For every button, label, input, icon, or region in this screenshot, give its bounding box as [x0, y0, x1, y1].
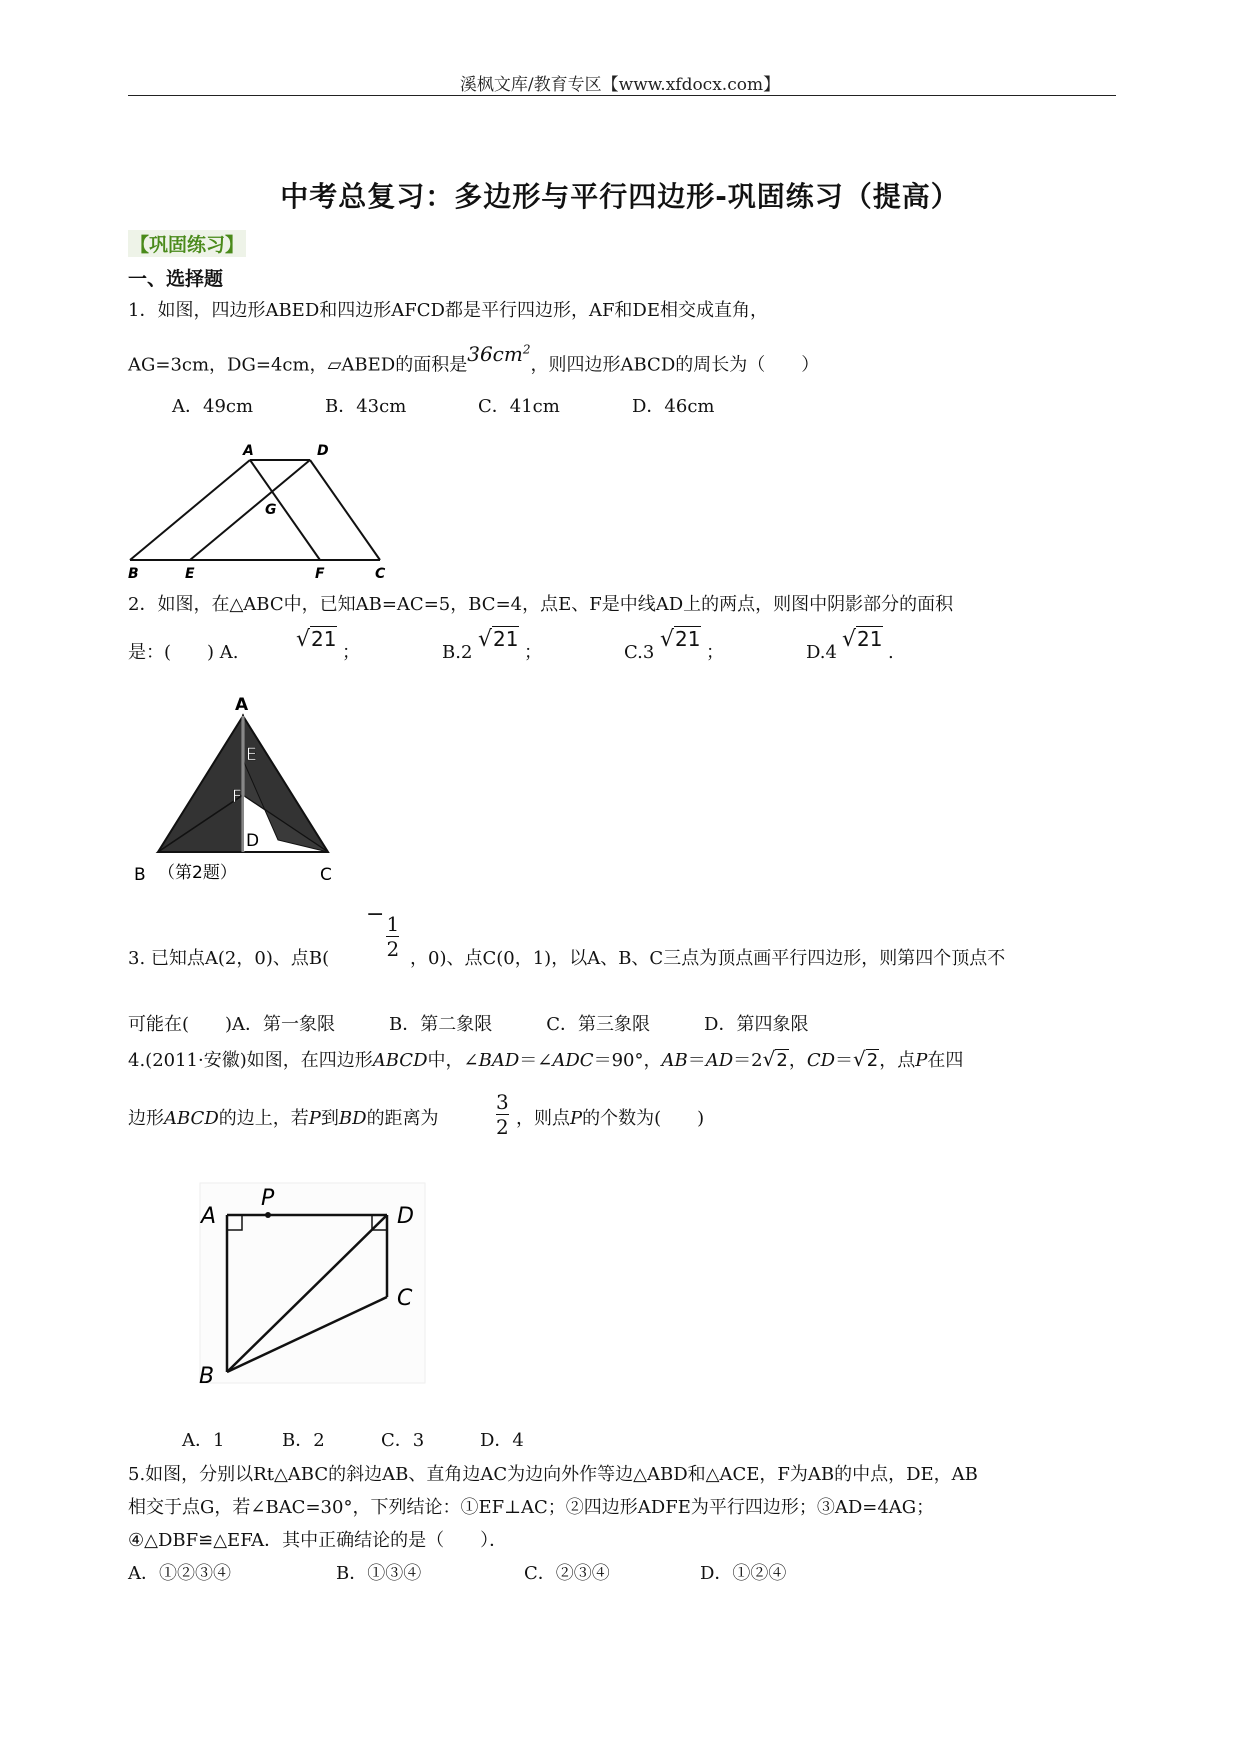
q4-label-p: P — [261, 1186, 275, 1211]
q4-option-b: B．2 — [282, 1430, 325, 1451]
q1-label-b: B — [128, 566, 139, 580]
q4-label-a: A — [201, 1204, 217, 1229]
parallelogram-icon: ▱ — [327, 354, 342, 376]
q4-ad: AD — [705, 1050, 734, 1071]
q4-p1: 4.(2011·安徽)如图，在四边形 — [128, 1050, 373, 1071]
q4-option-c: C．3 — [381, 1430, 425, 1451]
q4-sqrt-cd: 2 — [866, 1050, 879, 1071]
q2-sqrt-a: 21 — [311, 627, 337, 651]
q4-l2d: 的距离为 — [366, 1108, 439, 1129]
q4-eq3: ＝ — [835, 1050, 854, 1071]
q2-label-d: D — [246, 831, 260, 851]
q4-l2b: 的边上，若 — [218, 1108, 309, 1129]
q3-part2: ，0)、点C(0，1)，以A、B、C三点为顶点画平行四边形，则第四个顶点不 — [410, 948, 1006, 969]
q5-line1: 5.如图，分别以Rt△ABC的斜边AB、直角边AC为边向外作等边△ABD和△ACE，F为AB的中点，DE，AB — [128, 1464, 978, 1485]
q4-adc: ADC — [552, 1050, 594, 1071]
q4-line1: 4.(2011·安徽)如图，在四边形ABCD中，∠BAD＝∠ADC＝90°，AB＝AD＝2√2，CD＝√2，点P在四 — [128, 1047, 964, 1071]
q3-frac-sign: − — [366, 901, 385, 927]
q5-option-c: C．②③④ — [524, 1563, 610, 1584]
q2-label-b: B — [134, 865, 146, 885]
q4-ab: AB — [661, 1050, 688, 1071]
q4-label-b: B — [199, 1364, 215, 1389]
q4-cd: CD — [806, 1050, 836, 1071]
q2-label-e: E — [246, 745, 257, 765]
q4-p6: ，点 — [879, 1050, 916, 1071]
q4-sqrt-ab: 2 — [776, 1050, 788, 1071]
q1-label-e: E — [185, 566, 195, 580]
q2-figure — [128, 690, 353, 890]
q2-option-a-value: √21 — [296, 627, 337, 652]
q2-sqrt-c: 21 — [675, 627, 701, 651]
q4-label-d: D — [397, 1204, 414, 1229]
q1-line2 — [128, 341, 820, 377]
q3-frac-den: 2 — [386, 937, 400, 961]
header-rule — [128, 95, 1116, 96]
q4-p5: ， — [788, 1050, 807, 1071]
q2-option-d-value: √21 — [842, 627, 883, 652]
q4-eq1: ＝ — [687, 1050, 706, 1071]
q2-end: . — [888, 642, 894, 663]
q1-figure — [125, 438, 395, 580]
q4-l2a: 边形 — [128, 1108, 164, 1129]
q2-option-c: C.3 — [624, 642, 655, 663]
q4-p3: ＝∠ — [519, 1050, 553, 1071]
q4-option-d: D．4 — [480, 1430, 524, 1451]
q2-sqrt-d: 21 — [857, 627, 883, 651]
section-heading: 【巩固练习】 — [128, 230, 246, 257]
q1-label-d: D — [317, 443, 329, 459]
q4-abcd: ABCD — [372, 1050, 428, 1071]
q3-fraction — [366, 901, 401, 961]
page-header: 溪枫文库/教育专区【www.xfdocx.com】 — [459, 75, 781, 95]
q1-line2b: ABED的面积是 — [341, 354, 468, 376]
q5-option-a: A．①②③④ — [128, 1563, 231, 1584]
q4-fraction — [494, 1090, 511, 1139]
q1-line2c: ，则四边形ABCD的周长为（ ） — [530, 354, 820, 376]
q4-p7: 在四 — [927, 1050, 964, 1071]
q1-option-c: C．41cm — [478, 396, 560, 417]
q4-figure — [195, 1175, 430, 1395]
q4-p-var-2: P — [308, 1108, 321, 1129]
q2-semi-a: ； — [342, 642, 360, 663]
q4-frac-num: 3 — [496, 1090, 509, 1114]
q2-label-f: F — [232, 787, 242, 807]
q1-label-g: G — [265, 502, 277, 518]
q2-line1: 2．如图，在△ABC中，已知AB=AC=5，BC=4，点E、F是中线AD上的两点，则图中阴影部分的面积 — [128, 594, 954, 615]
q2-option-d: D.4 — [806, 642, 837, 663]
q2-prefix: 是：( ) A. — [128, 642, 239, 663]
q4-label-c: C — [397, 1286, 413, 1311]
q2-semi-b: ； — [524, 642, 542, 663]
q4-p2: 中，∠ — [427, 1050, 479, 1071]
q1-label-a: A — [243, 443, 254, 459]
q3-part1: 3. 已知点A(2，0)、点B( — [128, 948, 330, 969]
subsection-heading: 一、选择题 — [128, 268, 224, 290]
q5-option-b: B．①③④ — [336, 1563, 422, 1584]
q5-option-d: D．①②④ — [700, 1563, 787, 1584]
q2-sqrt-b: 21 — [493, 627, 519, 651]
q5-line2: 相交于点G，若∠BAC=30°，下列结论：①EF⊥AC；②四边形ADFE为平行四边形；③AD=4AG； — [128, 1497, 935, 1518]
q4-l2c: 到 — [320, 1108, 339, 1129]
q2-option-c-value: √21 — [660, 627, 701, 652]
page-title: 中考总复习：多边形与平行四边形-巩固练习（提高） — [280, 180, 960, 213]
q4-l2f: 的个数为( ) — [582, 1108, 705, 1129]
q4-line2-end — [516, 1108, 704, 1130]
q4-abcd-2: ABCD — [164, 1108, 219, 1129]
q4-p4: ＝90°， — [593, 1050, 662, 1071]
q2-label-c: C — [320, 865, 332, 885]
q1-area — [467, 342, 530, 366]
q2-caption: （第2题） — [158, 863, 237, 883]
q4-frac-den: 2 — [496, 1115, 509, 1139]
q1-option-a: A．49cm — [172, 396, 254, 417]
q1-option-b: B．43cm — [325, 396, 407, 417]
q4-bd: BD — [338, 1108, 367, 1129]
q4-bad: BAD — [478, 1050, 520, 1071]
q4-l2e: ，则点 — [516, 1108, 570, 1129]
q1-line1: 1．如图，四边形ABED和四边形AFCD都是平行四边形，AF和DE相交成直角， — [128, 300, 768, 321]
q1-line2a: AG=3cm，DG=4cm， — [128, 354, 328, 376]
q4-p-var: P — [915, 1050, 928, 1071]
q2-semi-c: ； — [706, 642, 724, 663]
q4-option-a: A．1 — [182, 1430, 225, 1451]
q3-line2: 可能在( )A．第一象限 B．第二象限 C．第三象限 D．第四象限 — [128, 1014, 809, 1035]
q2-option-b: B.2 — [442, 642, 473, 663]
q1-label-c: C — [375, 566, 386, 580]
q2-option-b-value: √21 — [478, 627, 519, 652]
q1-area-exp: 2 — [522, 342, 531, 356]
q2-label-a: A — [235, 695, 249, 715]
q1-label-f: F — [315, 566, 325, 580]
q1-area-value: 36cm — [467, 341, 523, 366]
q4-eq2: ＝2 — [733, 1050, 763, 1071]
q5-line3: ④△DBF≌△EFA．其中正确结论的是（ ）． — [128, 1530, 508, 1551]
q1-option-d: D．46cm — [632, 396, 715, 417]
q4-p-var-3: P — [570, 1108, 583, 1129]
q4-line2 — [128, 1108, 439, 1130]
q3-frac-num: 1 — [386, 912, 400, 936]
